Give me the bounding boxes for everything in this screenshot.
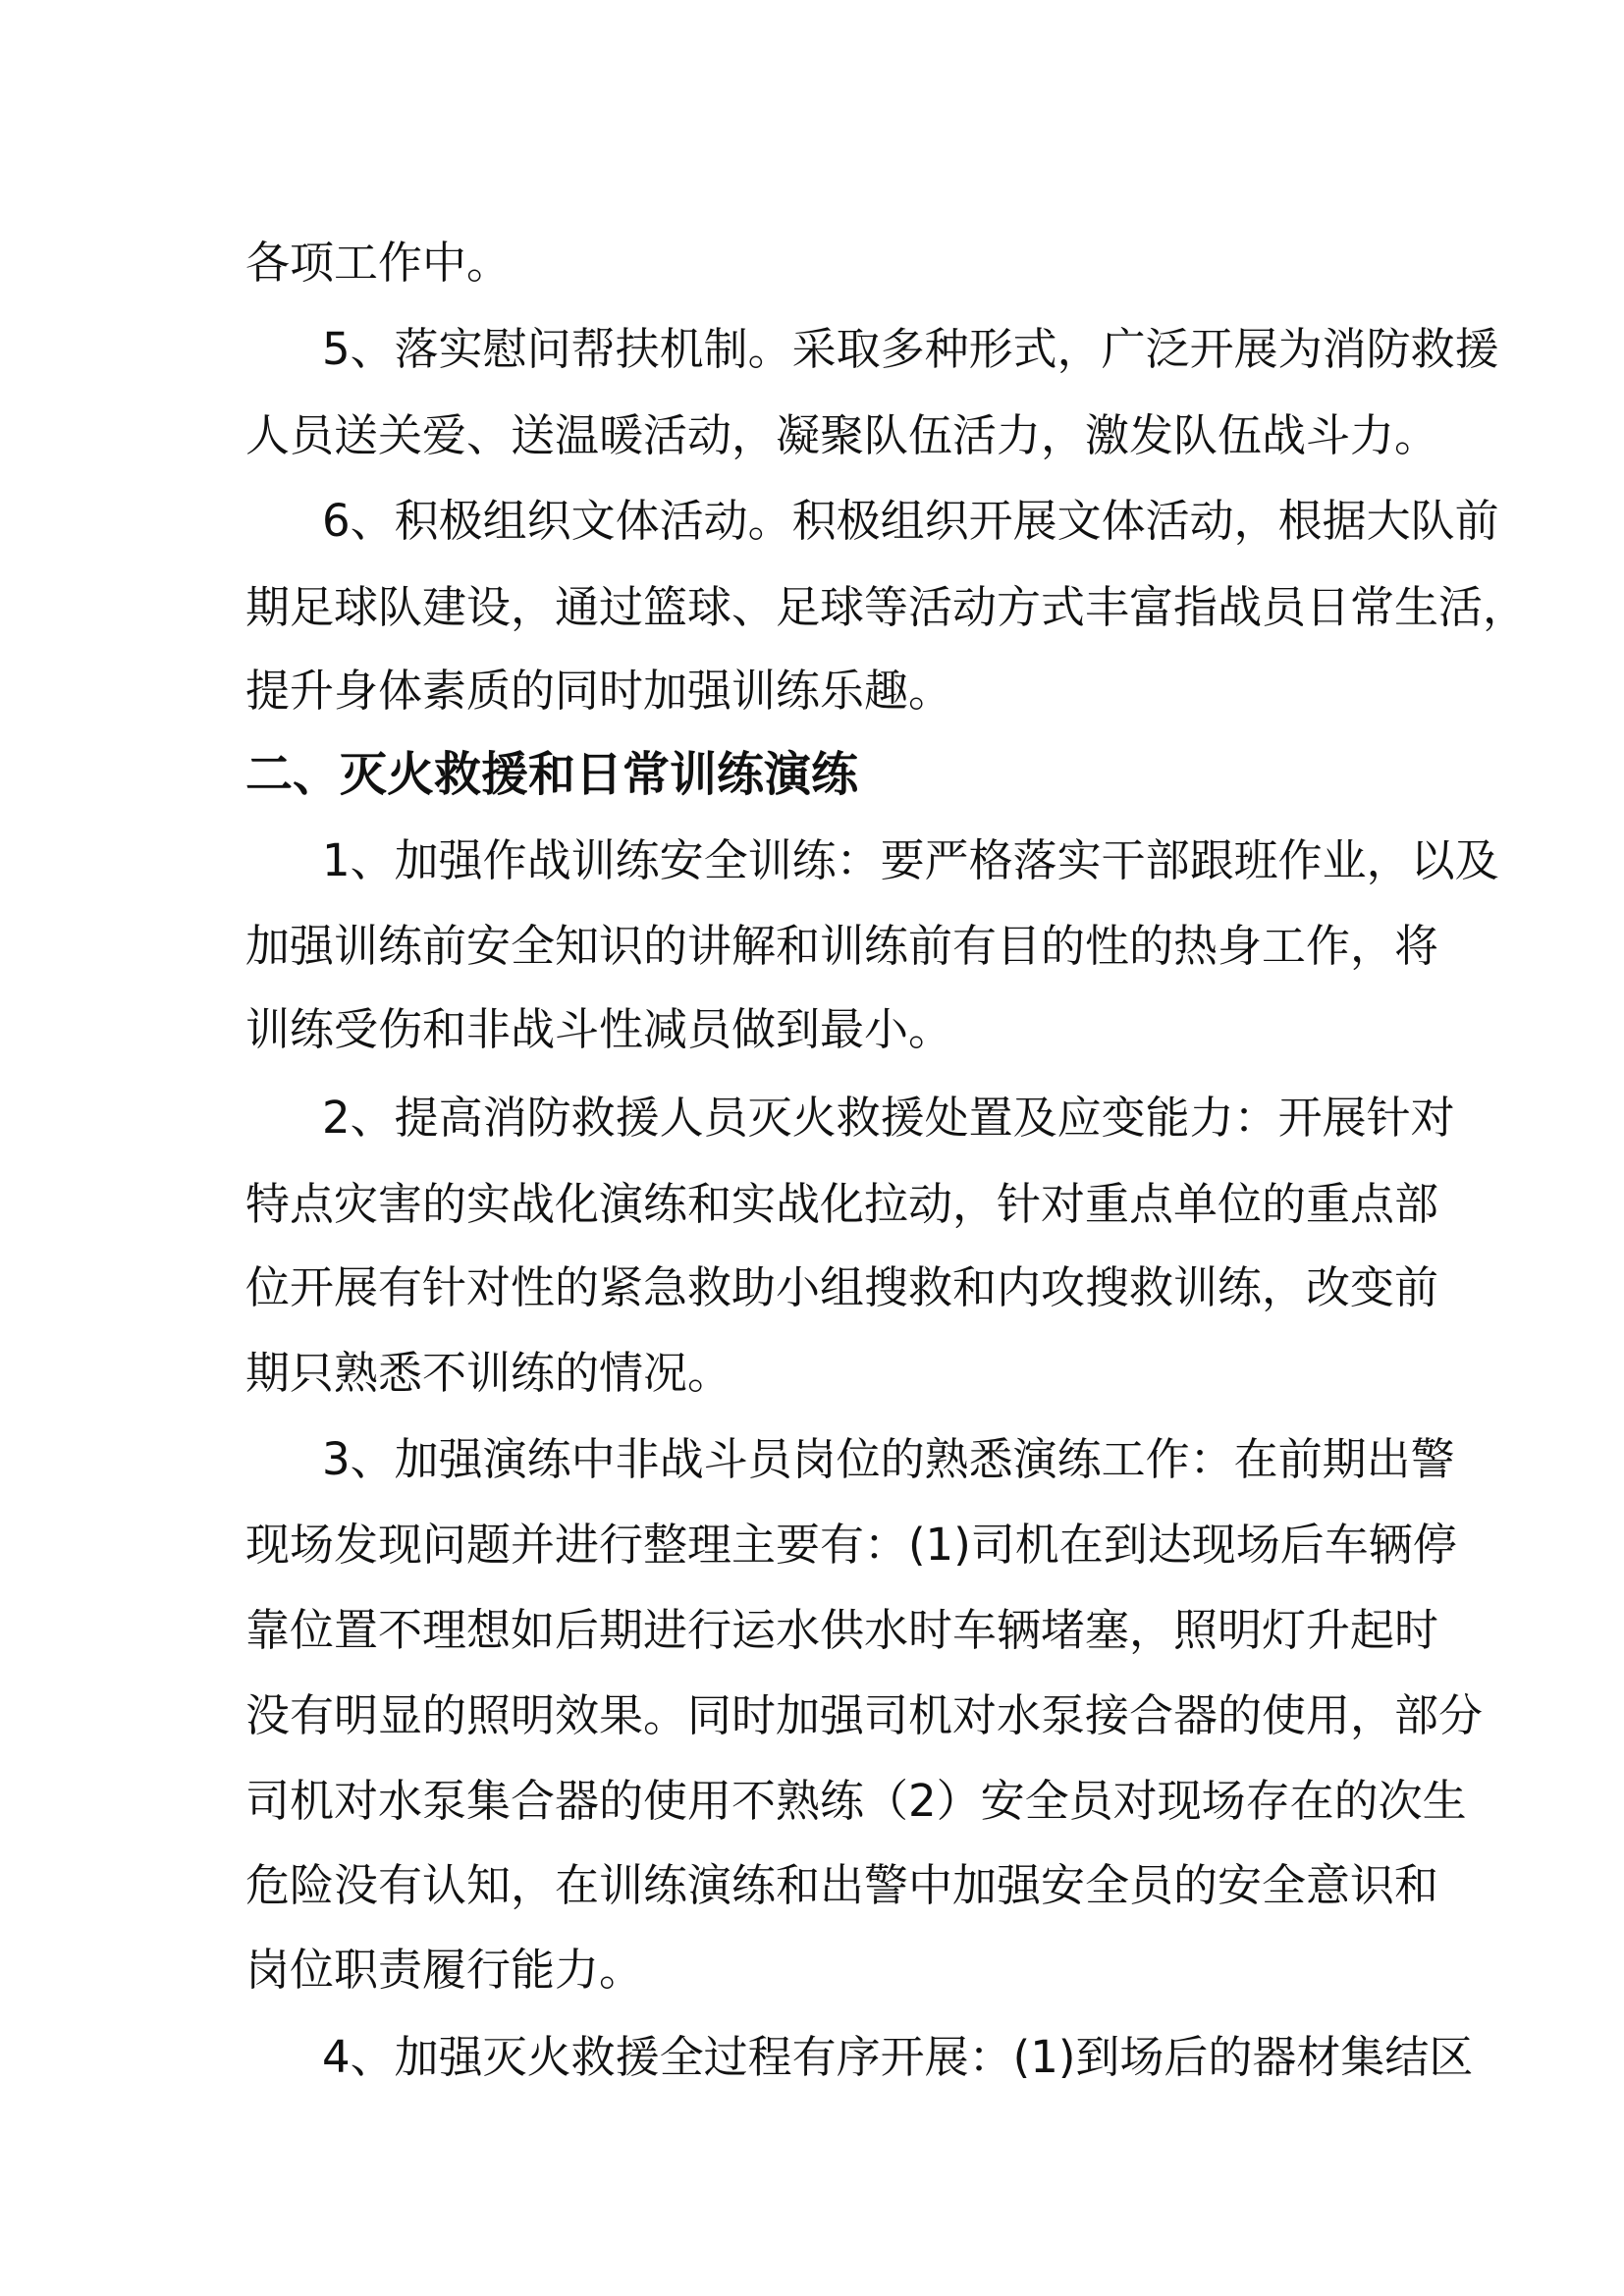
text-line: 特点灾害的实战化演练和实战化拉动，针对重点单位的重点部 [245,1178,1439,1230]
text-line: 期足球队建设，通过篮球、足球等活动方式丰富指战员日常生活， [245,581,1528,633]
text-line: 靠位置不理想如后期进行运水供水时车辆堵塞，照明灯升起时 [245,1604,1439,1656]
text-line: 位开展有针对性的紧急救助小组搜救和内攻搜救训练，改变前 [245,1261,1439,1313]
text-line: 6、积极组织文体活动。积极组织开展文体活动，根据大队前 [322,495,1499,547]
text-line: 加强训练前安全知识的讲解和训练前有目的性的热身工作，将 [245,920,1439,972]
text-line: 2、提高消防救援人员灭火救援处置及应变能力：开展针对 [322,1092,1455,1144]
text-line: 5、落实慰问帮扶机制。采取多种形式，广泛开展为消防救援 [322,323,1499,375]
text-line: 期只熟悉不训练的情况。 [245,1347,732,1399]
text-line: 1、加强作战训练安全训练：要严格落实干部跟班作业，以及 [322,834,1499,886]
section-heading: 二、灭火救援和日常训练演练 [245,747,859,802]
text-line: 司机对水泵集合器的使用不熟练（2）安全员对现场存在的次生 [245,1775,1467,1827]
text-line: 提升身体素质的同时加强训练乐趣。 [245,665,953,717]
text-line: 各项工作中。 [245,237,512,289]
text-line: 现场发现问题并进行整理主要有：(1)司机在到达现场后车辆停 [245,1519,1457,1571]
text-line: 危险没有认知，在训练演练和出警中加强安全员的安全意识和 [245,1859,1439,1911]
text-line: 训练受伤和非战斗性减员做到最小。 [245,1003,953,1055]
text-line: 人员送关爱、送温暖活动，凝聚队伍活力，激发队伍战斗力。 [245,409,1439,461]
text-line: 没有明显的照明效果。同时加强司机对水泵接合器的使用，部分 [245,1689,1484,1741]
text-line: 岗位职责履行能力。 [245,1944,644,1996]
text-line: 4、加强灭火救援全过程有序开展：(1)到场后的器材集结区 [322,2031,1474,2083]
text-line: 3、加强演练中非战斗员岗位的熟悉演练工作：在前期出警 [322,1433,1455,1485]
